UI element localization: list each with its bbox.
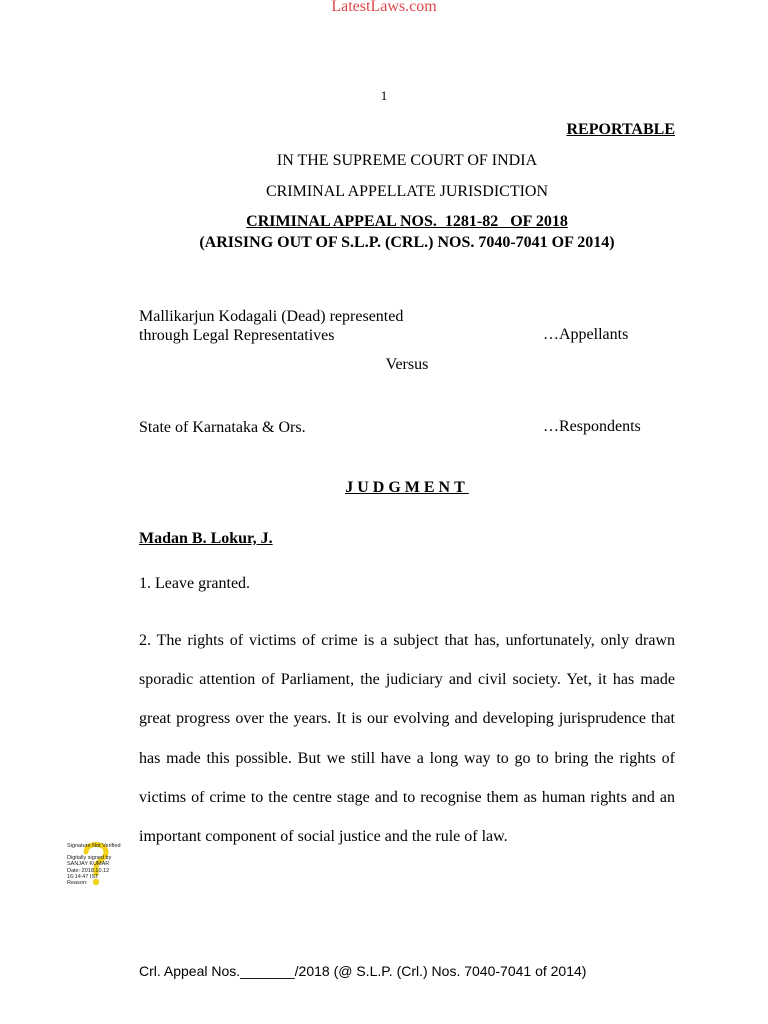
versus: Versus <box>385 356 429 373</box>
signature-signed-by-label: Digitally signed by <box>67 855 112 862</box>
watermark: LatestLaws.com <box>331 0 437 15</box>
court-name: IN THE SUPREME COURT OF INDIA <box>276 152 538 169</box>
paragraph-2: 2. The rights of victims of crime is a subject that has, unfortunately, only drawn sporadic attention of Parliament, the judiciary and civil society. Yet, it has made great progress over the years. It is our evolving and developing jurisprudence that has made this possible. But we still have a long way to go to bring the rights of victims of crime to the centre stage and to recognise them as human rights and an important component of social justice and the rule of law. <box>139 632 675 846</box>
respondent-name: State of Karnataka & Ors. <box>139 419 306 436</box>
appeal-title: CRIMINAL APPEAL NOS. 1281-82 OF 2018 <box>246 213 568 230</box>
respondent-role: …Respondents <box>543 418 641 435</box>
paragraph-1: 1. Leave granted. <box>139 575 251 592</box>
page-number: 1 <box>380 88 388 103</box>
appellant-line-2: through Legal Representatives <box>139 327 335 344</box>
signature-time: 16:14:47 IST <box>67 873 99 880</box>
judgment-heading: JUDGMENT <box>345 479 469 496</box>
arising-out-of: (ARISING OUT OF S.L.P. (CRL.) NOS. 7040-7041 OF 2014) <box>199 234 615 251</box>
signature-status: Signature Not Verified <box>67 843 121 849</box>
signature-reason: Reason: <box>67 880 88 887</box>
signature-date: Date: 2018.10.12 <box>67 867 110 874</box>
signature-signer: SANJAY KUMAR <box>67 861 110 868</box>
appellant-role: …Appellants <box>543 326 629 343</box>
digital-signature-block <box>67 843 137 886</box>
page-footer: Crl. Appeal Nos._______/2018 (@ S.L.P. (Crl.) Nos. 7040-7041 of 2014) <box>139 963 587 979</box>
reportable-label: REPORTABLE <box>566 121 675 138</box>
appellant-line-1: Mallikarjun Kodagali (Dead) represented <box>139 308 404 325</box>
judge-name: Madan B. Lokur, J. <box>139 530 273 547</box>
jurisdiction: CRIMINAL APPELLATE JURISDICTION <box>265 183 549 200</box>
